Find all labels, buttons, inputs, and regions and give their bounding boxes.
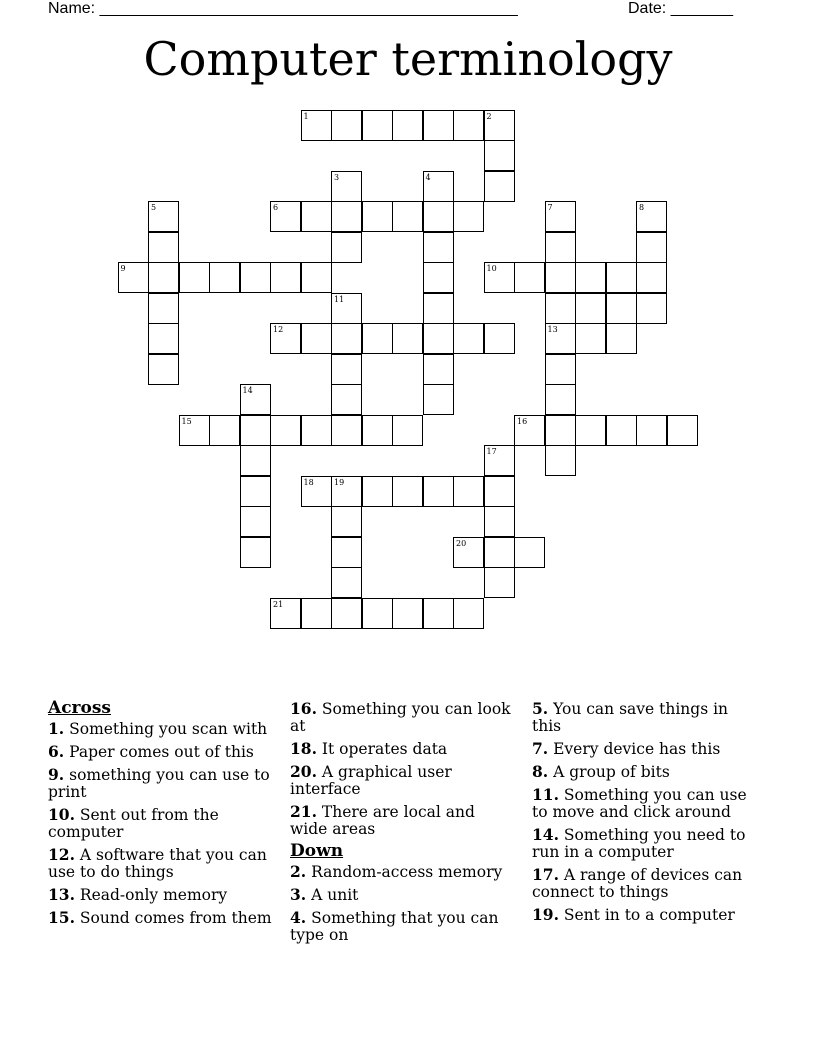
clue-text: A range of devices can connect to things: [532, 866, 743, 901]
crossword-cell[interactable]: [148, 232, 179, 263]
crossword-cell[interactable]: [148, 293, 179, 324]
date-label: Date:: [628, 0, 671, 17]
crossword-cell[interactable]: [331, 232, 362, 263]
crossword-cell[interactable]: [392, 476, 423, 507]
crossword-cell[interactable]: [240, 415, 271, 446]
name-label: Name:: [48, 0, 100, 17]
crossword-cell[interactable]: [301, 201, 332, 232]
clue-number: 8: [639, 203, 645, 212]
crossword-cell[interactable]: [392, 323, 423, 354]
crossword-cell[interactable]: [606, 415, 637, 446]
clue-item: [532, 700, 757, 735]
clue-text: Sent in to a computer: [558, 906, 735, 924]
crossword-cell[interactable]: [484, 140, 515, 171]
crossword-cell[interactable]: [575, 262, 606, 293]
crossword-cell[interactable]: [240, 384, 271, 415]
crossword-cell[interactable]: [545, 232, 576, 263]
crossword-cell[interactable]: [484, 171, 515, 202]
name-line[interactable]: _______________________________________________: [99, 0, 518, 17]
crossword-cell[interactable]: [331, 567, 362, 598]
clue-item: [48, 886, 273, 904]
crossword-cell[interactable]: [514, 415, 545, 446]
clue-number-label: 1.: [48, 719, 65, 738]
clue-item: [290, 863, 515, 881]
crossword-cell[interactable]: [545, 415, 576, 446]
clue-text: Sent out from the computer: [48, 806, 219, 841]
crossword-cell[interactable]: [423, 476, 454, 507]
clue-number: 20: [456, 538, 467, 548]
crossword-cell[interactable]: [331, 171, 362, 202]
clue-item: [48, 806, 273, 841]
crossword-cell[interactable]: [423, 598, 454, 629]
crossword-cell[interactable]: [301, 110, 332, 141]
crossword-cell[interactable]: [423, 262, 454, 293]
clue-text: Paper comes out of this: [64, 743, 254, 761]
clues-column-1: [48, 700, 273, 932]
clue-number-label: 17.: [532, 865, 559, 884]
crossword-cell[interactable]: [270, 415, 301, 446]
crossword-cell[interactable]: [392, 598, 423, 629]
crossword-cell[interactable]: [484, 476, 515, 507]
crossword-cell[interactable]: [545, 445, 576, 476]
crossword-cell[interactable]: [545, 262, 576, 293]
clue-number-label: 21.: [290, 802, 317, 821]
crossword-cell[interactable]: [331, 415, 362, 446]
crossword-cell[interactable]: [484, 506, 515, 537]
crossword-cell[interactable]: [179, 262, 210, 293]
clue-item: [290, 700, 515, 735]
clue-item: [532, 740, 757, 758]
crossword-cell[interactable]: [392, 110, 423, 141]
crossword-cell[interactable]: [331, 537, 362, 568]
crossword-cell[interactable]: [331, 293, 362, 324]
crossword-cell[interactable]: [301, 476, 332, 507]
crossword-cell[interactable]: [514, 537, 545, 568]
across-clue-list-continued: [290, 700, 515, 838]
crossword-cell[interactable]: [240, 476, 271, 507]
crossword-cell[interactable]: [453, 537, 484, 568]
clue-number-label: 8.: [532, 762, 549, 781]
crossword-cell[interactable]: [270, 201, 301, 232]
clue-text: You can save things in this: [532, 700, 729, 735]
crossword-cell[interactable]: [209, 415, 240, 446]
clue-text: Something you can look at: [290, 700, 511, 735]
clue-number-label: 3.: [290, 885, 307, 904]
clue-number-label: 6.: [48, 742, 65, 761]
clue-number-label: 16.: [290, 699, 317, 718]
clue-item: [48, 909, 273, 927]
clue-number-label: 19.: [532, 905, 559, 924]
clue-text: A software that you can use to do things: [48, 846, 267, 881]
crossword-cell[interactable]: [331, 384, 362, 415]
clue-number-label: 9.: [48, 765, 65, 784]
clue-number: 14: [242, 386, 253, 395]
clue-number: 6: [273, 203, 279, 212]
crossword-cell[interactable]: [575, 323, 606, 354]
crossword-cell[interactable]: [545, 354, 576, 385]
down-heading: Down: [290, 841, 344, 861]
clue-number-label: 4.: [290, 908, 307, 927]
clue-number-label: 13.: [48, 885, 75, 904]
crossword-cell[interactable]: [575, 293, 606, 324]
clue-item: [532, 763, 757, 781]
crossword-cell[interactable]: [270, 323, 301, 354]
clue-item: [532, 906, 757, 924]
clue-text: Something that you can type on: [290, 909, 499, 944]
crossword-cell[interactable]: [636, 293, 667, 324]
clue-number-label: 15.: [48, 908, 75, 927]
crossword-cell[interactable]: [484, 110, 515, 141]
crossword-cell[interactable]: [667, 415, 698, 446]
clue-item: [532, 826, 757, 861]
clues-column-3: [532, 700, 757, 929]
clue-text: A unit: [306, 886, 359, 904]
clue-text: Something you can use to move and click around: [532, 786, 747, 821]
clue-number: 3: [334, 172, 340, 182]
clue-number: 19: [334, 477, 345, 487]
clue-number-label: 5.: [532, 699, 549, 718]
clue-number: 10: [486, 264, 497, 273]
crossword-cell[interactable]: [423, 110, 454, 141]
crossword-cell[interactable]: [362, 476, 393, 507]
crossword-cell[interactable]: [240, 262, 271, 293]
crossword-cell[interactable]: [423, 323, 454, 354]
crossword-cell[interactable]: [453, 476, 484, 507]
clue-item: [48, 846, 273, 881]
clue-number-label: 12.: [48, 845, 75, 864]
crossword-cell[interactable]: [362, 201, 393, 232]
clue-item: [290, 909, 515, 944]
crossword-cell[interactable]: [484, 567, 515, 598]
crossword-cell[interactable]: [209, 262, 240, 293]
crossword-cell[interactable]: [636, 415, 667, 446]
clue-item: [290, 886, 515, 904]
clue-number: 9: [120, 264, 126, 273]
clue-number-label: 7.: [532, 739, 549, 758]
crossword-cell[interactable]: [484, 262, 515, 293]
clue-number: 11: [334, 294, 345, 304]
crossword-cell[interactable]: [636, 232, 667, 263]
crossword-cell[interactable]: [148, 323, 179, 354]
crossword-cell[interactable]: [484, 537, 515, 568]
crossword-cell[interactable]: [545, 201, 576, 232]
clue-number: 18: [303, 477, 314, 487]
crossword-cell[interactable]: [453, 110, 484, 141]
crossword-cell[interactable]: [636, 262, 667, 293]
page-title: Computer terminology: [143, 32, 673, 86]
clue-text: A graphical user interface: [290, 763, 452, 798]
clue-text: Something you scan with: [64, 720, 268, 738]
clue-item: [48, 743, 273, 761]
crossword-cell[interactable]: [270, 598, 301, 629]
crossword-cell[interactable]: [118, 262, 149, 293]
crossword-cell[interactable]: [606, 262, 637, 293]
clue-number: 5: [151, 203, 157, 212]
across-clue-list: [48, 720, 273, 927]
clue-text: Read-only memory: [74, 886, 228, 904]
crossword-cell[interactable]: [423, 171, 454, 202]
clue-item: [48, 720, 273, 738]
crossword-cell[interactable]: [423, 293, 454, 324]
crossword-cell[interactable]: [453, 598, 484, 629]
clue-number-label: 11.: [532, 785, 559, 804]
clue-number: 12: [273, 325, 284, 334]
crossword-cell[interactable]: [240, 537, 271, 568]
clues-column-2: [290, 700, 515, 949]
crossword-cell[interactable]: [514, 262, 545, 293]
crossword-cell[interactable]: [362, 598, 393, 629]
crossword-cell[interactable]: [148, 354, 179, 385]
crossword-cell[interactable]: [453, 201, 484, 232]
crossword-cell[interactable]: [392, 415, 423, 446]
crossword-cell[interactable]: [362, 110, 393, 141]
crossword-cell[interactable]: [331, 476, 362, 507]
crossword-cell[interactable]: [606, 293, 637, 324]
crossword-cell[interactable]: [606, 323, 637, 354]
crossword-cell[interactable]: [331, 598, 362, 629]
crossword-cell[interactable]: [301, 415, 332, 446]
crossword-cell[interactable]: [301, 323, 332, 354]
clue-item: [290, 763, 515, 798]
clue-text: Something you need to run in a computer: [532, 826, 746, 861]
down-clue-list: [290, 863, 515, 944]
crossword-cell[interactable]: [240, 506, 271, 537]
clue-item: [532, 866, 757, 901]
across-heading: Across: [48, 698, 111, 718]
crossword-cell[interactable]: [148, 262, 179, 293]
clue-number: 2: [486, 111, 492, 121]
clue-text: It operates data: [316, 740, 448, 758]
clue-text: A group of bits: [548, 763, 670, 781]
crossword-cell[interactable]: [545, 384, 576, 415]
clue-number: 13: [547, 325, 558, 334]
crossword-cell[interactable]: [362, 323, 393, 354]
crossword-cell[interactable]: [575, 415, 606, 446]
clue-number-label: 14.: [532, 825, 559, 844]
crossword-cell[interactable]: [301, 598, 332, 629]
crossword-cell[interactable]: [301, 262, 332, 293]
crossword-cell[interactable]: [423, 232, 454, 263]
crossword-cell[interactable]: [423, 354, 454, 385]
crossword-cell[interactable]: [423, 201, 454, 232]
clue-number: 4: [425, 172, 431, 182]
crossword-cell[interactable]: [484, 323, 515, 354]
crossword-cell[interactable]: [453, 323, 484, 354]
clue-number: 1: [303, 111, 309, 121]
clue-number-label: 18.: [290, 739, 317, 758]
crossword-cell[interactable]: [392, 201, 423, 232]
crossword-cell[interactable]: [331, 201, 362, 232]
clue-item: [48, 766, 273, 801]
clue-text: Random-access memory: [306, 863, 503, 881]
clue-number-label: 10.: [48, 805, 75, 824]
crossword-cell[interactable]: [331, 354, 362, 385]
crossword-cell[interactable]: [240, 445, 271, 476]
crossword-cell[interactable]: [545, 323, 576, 354]
crossword-cell[interactable]: [331, 506, 362, 537]
clue-number: 7: [547, 203, 553, 212]
clue-item: [290, 740, 515, 758]
clue-number: 16: [517, 416, 528, 426]
crossword-cell[interactable]: [423, 384, 454, 415]
clue-number: 15: [181, 416, 192, 426]
crossword-cell[interactable]: [148, 201, 179, 232]
down-clue-list-continued: [532, 700, 757, 924]
crossword-cell[interactable]: [331, 323, 362, 354]
clue-number-label: 2.: [290, 862, 307, 881]
crossword-cell[interactable]: [636, 201, 667, 232]
crossword-cell[interactable]: [545, 293, 576, 324]
clue-text: There are local and wide areas: [290, 803, 475, 838]
crossword-cell[interactable]: [270, 262, 301, 293]
clue-number: 17: [486, 447, 497, 456]
clue-text: Every device has this: [548, 740, 721, 758]
date-line[interactable]: _______: [670, 0, 733, 17]
crossword-cell[interactable]: [362, 415, 393, 446]
crossword-cell[interactable]: [331, 110, 362, 141]
clue-text: something you can use to print: [48, 766, 270, 801]
clue-item: [290, 803, 515, 838]
clue-item: [532, 786, 757, 821]
clue-text: Sound comes from them: [74, 909, 272, 927]
crossword-cell[interactable]: [179, 415, 210, 446]
clue-number: 21: [273, 599, 284, 609]
crossword-cell[interactable]: [484, 445, 515, 476]
clue-number-label: 20.: [290, 762, 317, 781]
